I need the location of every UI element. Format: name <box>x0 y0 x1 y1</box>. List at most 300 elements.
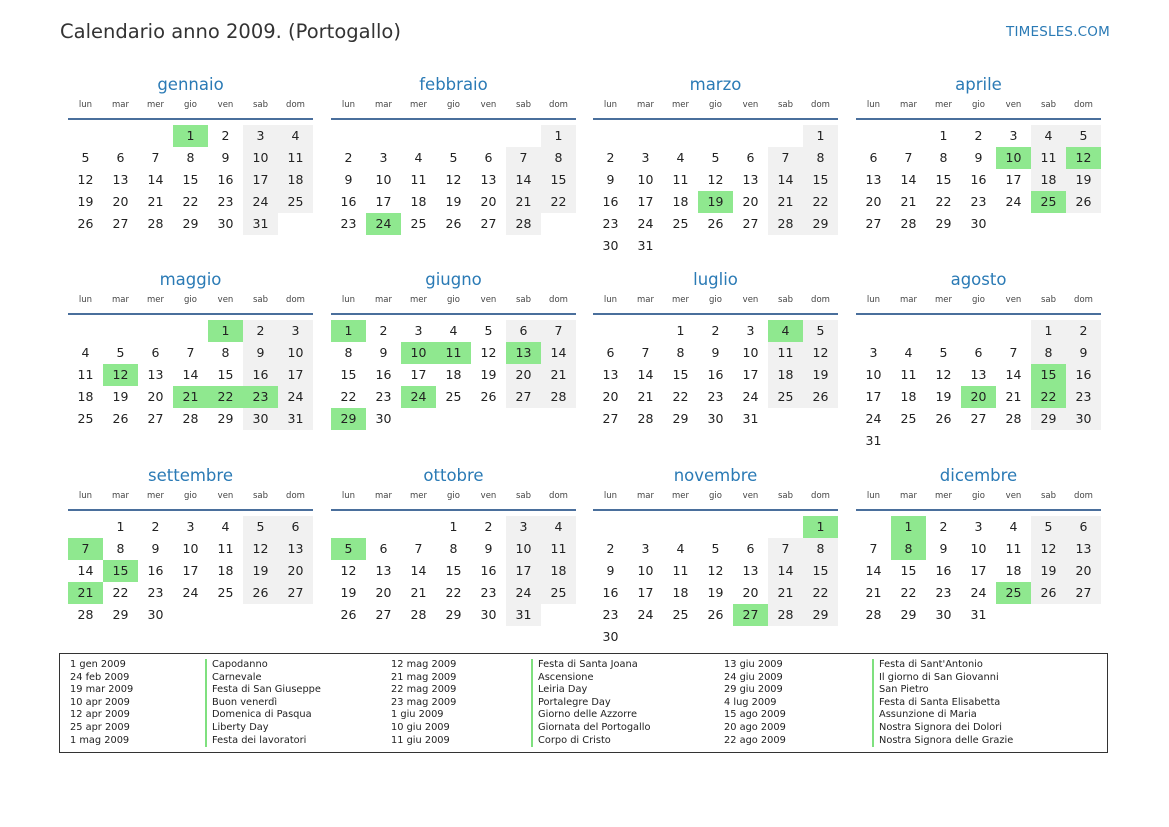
day-cell: 9 <box>344 172 353 187</box>
day-cell: 24 <box>742 389 759 404</box>
day-cell: 24 <box>637 607 654 622</box>
day-cell: 25 <box>77 411 94 426</box>
month-settembre <box>68 465 313 626</box>
weekday-header <box>68 489 313 511</box>
day-cell: 5 <box>81 150 90 165</box>
month-ottobre <box>331 465 576 626</box>
day-cell: 2 <box>939 519 948 534</box>
weekend-day-cell: 1 <box>803 125 838 147</box>
day-cell: 6 <box>379 541 388 556</box>
day-cell: 21 <box>865 585 882 600</box>
day-grid <box>593 125 838 257</box>
day-cell: 5 <box>711 541 720 556</box>
day-cell: 27 <box>865 216 882 231</box>
weekend-day-cell: 21 <box>768 191 803 213</box>
day-grid <box>593 320 838 430</box>
day-cell: 9 <box>711 345 720 360</box>
weekend-day-cell: 25 <box>768 386 803 408</box>
day-cell: 11 <box>900 367 917 382</box>
empty-cell <box>961 320 996 342</box>
weekend-day-cell: 28 <box>768 213 803 235</box>
empty-cell <box>856 320 891 342</box>
weekday-label: mar <box>637 100 654 110</box>
month-name: ottobre <box>423 466 484 485</box>
weekend-day-cell: 11 <box>1031 147 1066 169</box>
day-cell: 21 <box>147 194 164 209</box>
holiday-name: Leiria Day <box>531 684 651 697</box>
day-cell: 2 <box>379 323 388 338</box>
weekday-label: gio <box>709 100 722 110</box>
day-cell: 9 <box>974 150 983 165</box>
day-cell: 16 <box>602 585 619 600</box>
day-cell: 29 <box>935 216 952 231</box>
day-cell: 31 <box>742 411 759 426</box>
day-cell: 11 <box>672 563 689 578</box>
weekend-day-cell: 22 <box>541 191 576 213</box>
day-grid <box>856 320 1101 452</box>
holiday-day-cell: 12 <box>1066 147 1101 169</box>
day-cell: 25 <box>445 389 462 404</box>
empty-cell <box>436 125 471 147</box>
day-cell: 24 <box>1005 194 1022 209</box>
day-cell: 12 <box>340 563 357 578</box>
weekend-day-cell: 12 <box>243 538 278 560</box>
weekend-day-cell: 15 <box>541 169 576 191</box>
holiday-day-cell: 22 <box>208 386 243 408</box>
empty-cell <box>768 125 803 147</box>
day-cell: 7 <box>151 150 160 165</box>
holiday-date: 22 mag 2009 <box>391 684 457 696</box>
day-cell: 8 <box>186 150 195 165</box>
weekend-day-cell: 17 <box>278 364 313 386</box>
weekday-label: mer <box>146 295 164 305</box>
day-cell: 6 <box>746 541 755 556</box>
month-febbraio <box>331 74 576 235</box>
site-logo[interactable]: TIMESLES.COM <box>1006 24 1110 40</box>
empty-cell <box>856 516 891 538</box>
weekday-label: mer <box>409 100 427 110</box>
weekend-day-cell: 28 <box>506 213 541 235</box>
holiday-dates-col-2 <box>391 659 456 747</box>
day-cell: 16 <box>970 172 987 187</box>
empty-cell <box>331 516 366 538</box>
day-cell: 11 <box>1005 541 1022 556</box>
weekend-day-cell: 16 <box>1066 364 1101 386</box>
weekday-label: dom <box>1074 491 1093 501</box>
weekend-day-cell: 14 <box>541 342 576 364</box>
holiday-day-cell: 21 <box>68 582 103 604</box>
empty-cell <box>366 516 401 538</box>
day-cell: 30 <box>602 238 619 253</box>
empty-cell <box>698 125 733 147</box>
holiday-day-cell: 15 <box>103 560 138 582</box>
holiday-date: 10 giu 2009 <box>391 721 450 733</box>
day-cell: 4 <box>449 323 458 338</box>
weekend-day-cell: 3 <box>506 516 541 538</box>
holiday-date: 25 apr 2009 <box>70 721 130 733</box>
empty-cell <box>628 125 663 147</box>
holiday-day-cell: 5 <box>331 538 366 560</box>
weekday-label: gio <box>972 295 985 305</box>
day-cell: 19 <box>935 389 952 404</box>
day-cell: 29 <box>112 607 129 622</box>
day-grid <box>331 516 576 626</box>
empty-cell <box>996 320 1031 342</box>
weekend-day-cell: 31 <box>278 408 313 430</box>
day-cell: 23 <box>707 389 724 404</box>
day-cell: 16 <box>707 367 724 382</box>
holiday-day-cell: 8 <box>891 538 926 560</box>
weekend-day-cell: 3 <box>278 320 313 342</box>
day-cell: 20 <box>480 194 497 209</box>
day-cell: 29 <box>900 607 917 622</box>
weekday-label: gio <box>447 100 460 110</box>
day-cell: 5 <box>939 345 948 360</box>
holiday-date: 10 apr 2009 <box>70 696 130 708</box>
day-cell: 26 <box>935 411 952 426</box>
day-cell: 17 <box>637 194 654 209</box>
day-cell: 28 <box>182 411 199 426</box>
empty-cell <box>103 320 138 342</box>
weekday-label: sab <box>252 491 269 501</box>
weekend-day-cell: 24 <box>278 386 313 408</box>
day-cell: 23 <box>602 607 619 622</box>
weekend-day-cell: 19 <box>1066 169 1101 191</box>
holiday-name: Festa dei lavoratori <box>205 735 321 748</box>
weekend-day-cell: 8 <box>1031 342 1066 364</box>
day-cell: 30 <box>480 607 497 622</box>
holiday-name: Domenica di Pasqua <box>205 709 321 722</box>
day-grid <box>331 320 576 430</box>
holiday-day-cell: 20 <box>961 386 996 408</box>
weekend-day-cell: 22 <box>803 582 838 604</box>
empty-cell <box>628 320 663 342</box>
holiday-name: Festa di San Giuseppe <box>205 684 321 697</box>
weekend-day-cell: 28 <box>541 386 576 408</box>
day-cell: 3 <box>379 150 388 165</box>
holiday-name: Capodanno <box>205 659 321 672</box>
weekday-header <box>331 489 576 511</box>
weekend-day-cell: 11 <box>541 538 576 560</box>
month-giugno <box>331 269 576 430</box>
day-cell: 2 <box>344 150 353 165</box>
holiday-date: 20 ago 2009 <box>724 721 786 733</box>
weekend-day-cell: 7 <box>506 147 541 169</box>
day-cell: 14 <box>865 563 882 578</box>
weekend-day-cell: 21 <box>541 364 576 386</box>
day-cell: 30 <box>375 411 392 426</box>
holiday-legend <box>59 653 1108 753</box>
empty-cell <box>68 516 103 538</box>
weekday-header <box>593 98 838 120</box>
weekday-label: sab <box>1040 100 1057 110</box>
day-cell: 26 <box>480 389 497 404</box>
day-cell: 17 <box>637 585 654 600</box>
day-cell: 23 <box>147 585 164 600</box>
day-cell: 15 <box>340 367 357 382</box>
day-cell: 28 <box>1005 411 1022 426</box>
day-cell: 8 <box>344 345 353 360</box>
day-cell: 23 <box>935 585 952 600</box>
weekend-day-cell: 18 <box>768 364 803 386</box>
day-grid <box>68 320 313 430</box>
holiday-day-cell: 7 <box>68 538 103 560</box>
day-cell: 7 <box>414 541 423 556</box>
day-cell: 12 <box>935 367 952 382</box>
holiday-day-cell: 29 <box>331 408 366 430</box>
holiday-day-cell: 1 <box>891 516 926 538</box>
holiday-date: 15 ago 2009 <box>724 709 786 721</box>
day-cell: 6 <box>974 345 983 360</box>
day-cell: 30 <box>602 629 619 644</box>
day-cell: 6 <box>116 150 125 165</box>
weekend-day-cell: 7 <box>768 147 803 169</box>
day-cell: 28 <box>410 607 427 622</box>
day-cell: 8 <box>939 150 948 165</box>
day-cell: 27 <box>970 411 987 426</box>
day-cell: 5 <box>484 323 493 338</box>
holiday-day-cell: 1 <box>208 320 243 342</box>
day-cell: 21 <box>637 389 654 404</box>
weekday-label: sab <box>515 100 532 110</box>
holiday-name: Nostra Signora delle Grazie <box>872 735 1013 748</box>
day-cell: 30 <box>970 216 987 231</box>
weekday-label: mer <box>934 100 952 110</box>
day-cell: 15 <box>672 367 689 382</box>
weekend-day-cell: 16 <box>243 364 278 386</box>
day-cell: 22 <box>340 389 357 404</box>
weekend-day-cell: 7 <box>541 320 576 342</box>
day-cell: 20 <box>865 194 882 209</box>
weekend-day-cell: 30 <box>1066 408 1101 430</box>
weekday-label: ven <box>742 491 759 501</box>
day-cell: 16 <box>340 194 357 209</box>
weekday-label: gio <box>184 100 197 110</box>
day-cell: 26 <box>445 216 462 231</box>
day-grid <box>593 516 838 648</box>
weekday-label: mar <box>900 491 917 501</box>
weekday-label: sab <box>1040 491 1057 501</box>
day-cell: 5 <box>711 150 720 165</box>
weekend-day-cell: 12 <box>1031 538 1066 560</box>
day-cell: 29 <box>445 607 462 622</box>
weekday-label: dom <box>286 295 305 305</box>
holiday-name: Festa di Santa Joana <box>531 659 651 672</box>
day-cell: 14 <box>77 563 94 578</box>
day-cell: 12 <box>707 563 724 578</box>
day-cell: 16 <box>375 367 392 382</box>
weekend-day-cell: 27 <box>278 582 313 604</box>
month-name: aprile <box>955 75 1002 94</box>
day-cell: 28 <box>900 216 917 231</box>
holiday-date: 1 giu 2009 <box>391 709 444 721</box>
holiday-day-cell: 21 <box>173 386 208 408</box>
weekday-label: ven <box>480 295 497 305</box>
day-cell: 28 <box>77 607 94 622</box>
day-cell: 29 <box>182 216 199 231</box>
month-name: marzo <box>689 75 742 94</box>
weekend-day-cell: 26 <box>1066 191 1101 213</box>
day-cell: 30 <box>217 216 234 231</box>
weekend-day-cell: 9 <box>1066 342 1101 364</box>
weekday-label: mar <box>375 100 392 110</box>
weekday-label: lun <box>603 491 618 501</box>
weekend-day-cell: 30 <box>243 408 278 430</box>
day-cell: 22 <box>112 585 129 600</box>
day-cell: 18 <box>672 585 689 600</box>
weekend-day-cell: 21 <box>506 191 541 213</box>
weekend-day-cell: 19 <box>803 364 838 386</box>
weekday-label: sab <box>777 491 794 501</box>
day-cell: 17 <box>182 563 199 578</box>
day-cell: 3 <box>974 519 983 534</box>
weekday-label: ven <box>217 491 234 501</box>
weekend-day-cell: 19 <box>1031 560 1066 582</box>
day-cell: 2 <box>484 519 493 534</box>
weekend-day-cell: 11 <box>768 342 803 364</box>
day-cell: 7 <box>641 345 650 360</box>
holiday-day-cell: 10 <box>401 342 436 364</box>
day-grid <box>68 516 313 626</box>
day-cell: 25 <box>672 607 689 622</box>
weekend-day-cell: 1 <box>1031 320 1066 342</box>
day-cell: 18 <box>672 194 689 209</box>
day-cell: 18 <box>410 194 427 209</box>
holiday-name: Festa di Santa Elisabetta <box>872 697 1013 710</box>
day-cell: 20 <box>147 389 164 404</box>
holiday-day-cell: 11 <box>436 342 471 364</box>
day-cell: 3 <box>414 323 423 338</box>
day-cell: 13 <box>480 172 497 187</box>
day-cell: 25 <box>410 216 427 231</box>
day-cell: 22 <box>182 194 199 209</box>
weekend-day-cell: 6 <box>506 320 541 342</box>
empty-cell <box>768 516 803 538</box>
day-cell: 6 <box>869 150 878 165</box>
weekday-label: mer <box>409 491 427 501</box>
day-cell: 3 <box>186 519 195 534</box>
day-cell: 14 <box>900 172 917 187</box>
month-dicembre <box>856 465 1101 626</box>
day-cell: 1 <box>939 128 948 143</box>
holiday-date: 24 feb 2009 <box>70 671 130 683</box>
weekday-label: mer <box>934 491 952 501</box>
holiday-day-cell: 25 <box>1031 191 1066 213</box>
day-cell: 1 <box>449 519 458 534</box>
day-cell: 20 <box>112 194 129 209</box>
weekend-day-cell: 24 <box>243 191 278 213</box>
day-cell: 15 <box>445 563 462 578</box>
weekend-day-cell: 18 <box>278 169 313 191</box>
weekday-label: mar <box>637 491 654 501</box>
day-cell: 24 <box>182 585 199 600</box>
weekend-day-cell: 4 <box>278 125 313 147</box>
day-cell: 23 <box>480 585 497 600</box>
holiday-date: 29 giu 2009 <box>724 684 783 696</box>
holiday-date: 12 mag 2009 <box>391 659 457 670</box>
holiday-name: Corpo di Cristo <box>531 735 651 748</box>
day-cell: 11 <box>217 541 234 556</box>
weekend-day-cell: 27 <box>506 386 541 408</box>
weekday-label: dom <box>286 491 305 501</box>
weekday-label: mar <box>375 295 392 305</box>
day-cell: 31 <box>637 238 654 253</box>
weekend-day-cell: 5 <box>243 516 278 538</box>
weekend-day-cell: 25 <box>278 191 313 213</box>
weekday-label: lun <box>866 491 881 501</box>
empty-cell <box>401 125 436 147</box>
weekday-label: lun <box>78 100 93 110</box>
weekday-label: dom <box>549 100 568 110</box>
holiday-name: Giorno delle Azzorre <box>531 709 651 722</box>
empty-cell <box>628 516 663 538</box>
day-cell: 28 <box>865 607 882 622</box>
day-cell: 6 <box>606 345 615 360</box>
day-cell: 3 <box>641 541 650 556</box>
day-cell: 19 <box>707 585 724 600</box>
holiday-name: San Pietro <box>872 684 1013 697</box>
weekday-label: gio <box>447 295 460 305</box>
month-name: febbraio <box>419 75 488 94</box>
weekend-day-cell: 4 <box>541 516 576 538</box>
month-name: maggio <box>159 270 222 289</box>
weekday-label: sab <box>252 295 269 305</box>
weekday-label: lun <box>866 295 881 305</box>
holiday-name: Carnevale <box>205 672 321 685</box>
day-cell: 10 <box>637 172 654 187</box>
day-cell: 30 <box>707 411 724 426</box>
day-cell: 17 <box>410 367 427 382</box>
day-cell: 20 <box>742 585 759 600</box>
empty-cell <box>663 125 698 147</box>
holiday-day-cell: 10 <box>996 147 1031 169</box>
month-novembre <box>593 465 838 648</box>
holiday-day-cell: 24 <box>401 386 436 408</box>
day-cell: 9 <box>606 172 615 187</box>
day-cell: 4 <box>904 345 913 360</box>
weekday-label: ven <box>1005 295 1022 305</box>
empty-cell <box>331 125 366 147</box>
weekend-day-cell: 9 <box>243 342 278 364</box>
weekend-day-cell: 4 <box>1031 125 1066 147</box>
day-cell: 17 <box>742 367 759 382</box>
day-grid <box>856 516 1101 626</box>
empty-cell <box>401 516 436 538</box>
holiday-day-cell: 1 <box>331 320 366 342</box>
weekday-label: mar <box>112 295 129 305</box>
holiday-name: Festa di Sant'Antonio <box>872 659 1013 672</box>
day-cell: 25 <box>672 216 689 231</box>
month-marzo <box>593 74 838 257</box>
weekday-header <box>331 98 576 120</box>
day-cell: 18 <box>445 367 462 382</box>
day-cell: 2 <box>711 323 720 338</box>
weekend-day-cell: 14 <box>768 560 803 582</box>
holiday-dates-col-3 <box>724 659 786 747</box>
holiday-day-cell: 13 <box>506 342 541 364</box>
weekend-day-cell: 1 <box>541 125 576 147</box>
weekday-label: mar <box>900 100 917 110</box>
day-cell: 20 <box>742 194 759 209</box>
empty-cell <box>733 516 768 538</box>
month-agosto <box>856 269 1101 452</box>
weekend-day-cell: 29 <box>1031 408 1066 430</box>
day-cell: 9 <box>484 541 493 556</box>
day-cell: 13 <box>970 367 987 382</box>
day-cell: 7 <box>1009 345 1018 360</box>
day-grid <box>68 125 313 235</box>
holiday-date: 12 apr 2009 <box>70 709 130 721</box>
